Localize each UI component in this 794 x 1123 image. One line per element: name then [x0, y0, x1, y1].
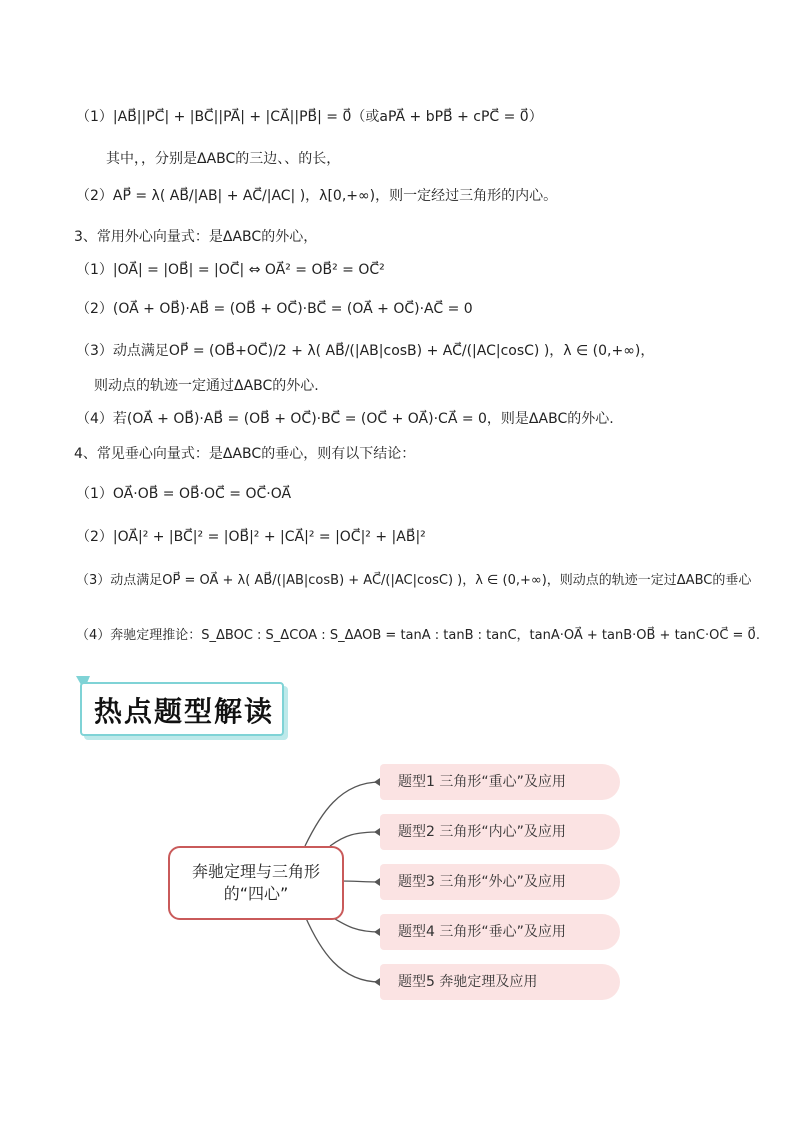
formula-line-9: （4）若(OA⃗ + OB⃗)·AB⃗ = (OB⃗ + OC⃗)·BC⃗ = (OC⃗ + OA⃗)·CA⃗ = 0，则是ΔABC的外心.	[76, 411, 614, 427]
formula-line-14: （4）奔驰定理推论：S_ΔBOC : S_ΔCOA : S_ΔAOB = tanA : tanB : tanC，tanA·OA⃗ + tanB·OB⃗ + tanC·OC⃗ = 0⃗.	[76, 628, 760, 643]
section-heading-4: 4、常见垂心向量式：是ΔABC的垂心，则有以下结论：	[74, 446, 416, 462]
formula-line-11: （1）OA⃗·OB⃗ = OB⃗·OC⃗ = OC⃗·OA⃗	[76, 486, 292, 502]
mindmap-root-label: 奔驰定理与三角形的“四心”	[191, 862, 320, 903]
formula-line-13: （3）动点满足OP⃗ = OA⃗ + λ( AB⃗/(|AB|cosB) + AC⃗/(|AC|cosC) )，λ ∈ (0,+∞)，则动点的轨迹一定过ΔABC的垂心	[76, 573, 752, 588]
formula-line-6: （2）(OA⃗ + OB⃗)·AB⃗ = (OB⃗ + OC⃗)·BC⃗ = (OA⃗ + OC⃗)·AC⃗ = 0	[76, 301, 473, 317]
mindmap-root-node	[168, 846, 344, 920]
text-line-2: 其中，，分别是ΔABC的三边、、的长，	[106, 151, 341, 167]
text-line-8: 则动点的轨迹一定通过ΔABC的外心.	[94, 378, 319, 394]
mindmap-item-2: 题型2 三角形“内心”及应用	[380, 814, 620, 850]
mindmap-item-3: 题型3 三角形“外心”及应用	[380, 864, 620, 900]
formula-line-1: （1）|AB⃗||PC⃗| + |BC⃗||PA⃗| + |CA⃗||PB⃗| = 0⃗（或aPA⃗ + bPB⃗ + cPC⃗ = 0⃗）	[76, 109, 543, 125]
formula-line-3: （2）AP⃗ = λ( AB⃗/|AB| + AC⃗/|AC| )，λ[0,+∞)，则一定经过三角形的内心。	[76, 188, 558, 204]
mindmap-item-4: 题型4 三角形“垂心”及应用	[380, 914, 620, 950]
formula-line-12: （2）|OA⃗|² + |BC⃗|² = |OB⃗|² + |CA⃗|² = |OC⃗|² + |AB⃗|²	[76, 529, 426, 545]
mindmap-item-1: 题型1 三角形“重心”及应用	[380, 764, 620, 800]
banner-title: 热点题型解读	[94, 695, 275, 728]
formula-line-7: （3）动点满足OP⃗ = (OB⃗+OC⃗)/2 + λ( AB⃗/(|AB|cosB) + AC⃗/(|AC|cosC) )，λ ∈ (0,+∞)，	[76, 343, 655, 359]
formula-line-5: （1）|OA⃗| = |OB⃗| = |OC⃗| ⇔ OA⃗² = OB⃗² = OC⃗²	[76, 262, 385, 278]
section-heading-3: 3、常用外心向量式：是ΔABC的外心，	[74, 229, 318, 245]
mindmap-item-5: 题型5 奔驰定理及应用	[380, 964, 620, 1000]
